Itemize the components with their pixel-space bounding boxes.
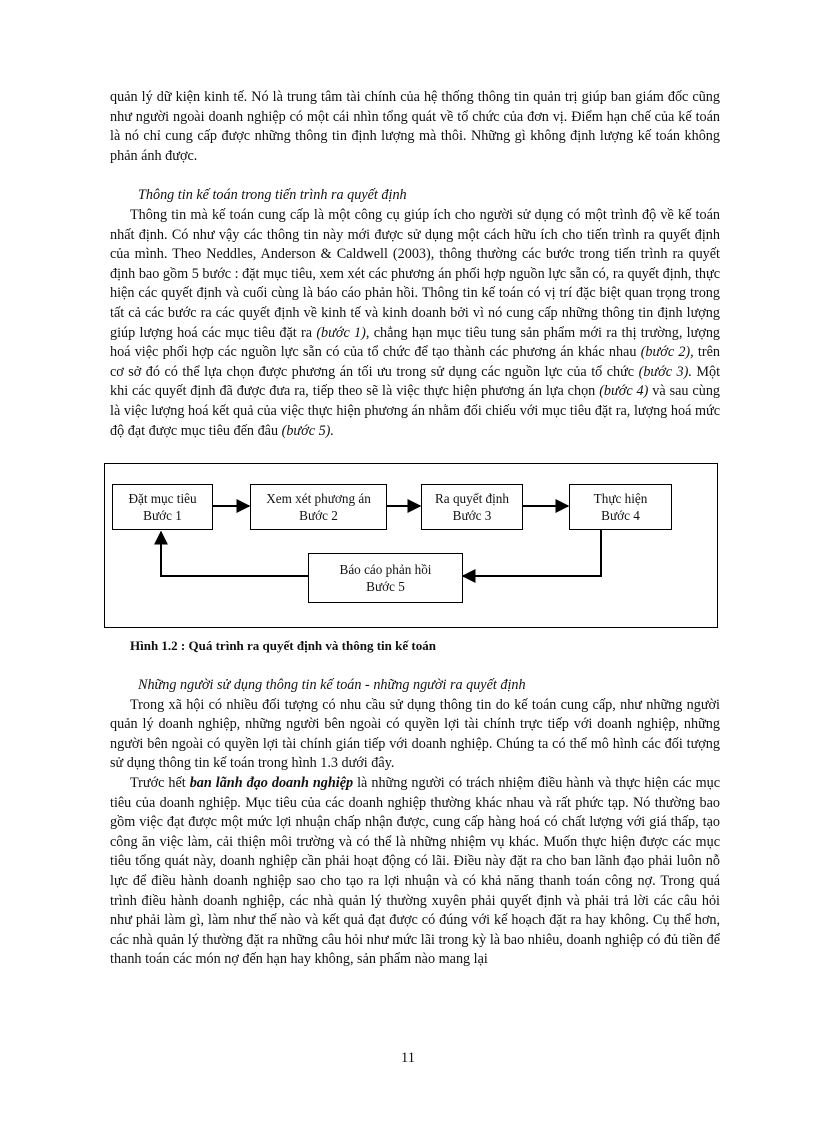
users-paragraph-2: Trước hết ban lãnh đạo doanh nghiệp là những người có trách nhiệm điều hành và thực hiện các mục tiêu của doanh nghiệp. Mục tiêu của các doanh nghiệp thường khác nhau và rất phức tạp. Nó thường bao gồm việc đạt được một mức lợi nhuận chấp nhận được, cung cấp hàng hoá có chất lượng với giá thấp, tạo công ăn việc làm, cải thiện môi trường và có thể là những nhiệm vụ khác. Muốn thực hiện được các mục tiêu tổng quát này, doanh nghiệp cần phải hoạt động có lãi. Điều này đặt ra cho ban lãnh đạo phải luôn nỗ lực để điều hành doanh nghiệp sao cho tạo ra lợi nhuận và có khả năng thanh toán công nợ. Trong quá trình điều hành doanh nghiệp, các nhà quản lý thường xuyên phải quyết định và phải trả lời các câu hỏi như phải làm gì, làm như thế nào và kết quả đạt được có đúng với kế hoạch đặt ra hay không. Cụ thể hơn, các nhà quản lý thường đặt ra những câu hỏi như mức lãi trong kỳ là bao nhiêu, doanh nghiệp có đủ tiền để thanh toán các món nợ đến hạn hay không, sản phẩm nào mang lại: [110, 775, 721, 968]
intro-paragraph: quản lý dữ kiện kinh tế. Nó là trung tâm tài chính của hệ thống thông tin quản trị giúp ban giám đốc cũng như người ngoài doanh nghiệp có một cái nhìn tổng quát về tổ chức của đơn vị. Điểm hạn chế của kế toán là nó chỉ cung cấp được những thông tin định lượng mà thôi. Những gì không định lượng kế toán không phản ánh được.: [110, 89, 720, 164]
arrow-step4-to-step5: [463, 530, 601, 576]
step5-box: [308, 553, 463, 603]
section-heading-decision-process: Thông tin kế toán trong tiến trình ra quyết định: [138, 187, 407, 204]
step1-label: Bước 1: [143, 508, 182, 524]
step3-label: Bước 3: [452, 508, 492, 524]
step3-title: Ra quyết định: [435, 491, 509, 507]
step4-title: Thực hiện: [593, 491, 648, 507]
decision-process-diagram: [104, 463, 718, 628]
arrow-step5-to-step1: [161, 532, 308, 576]
step2-box: [250, 484, 387, 530]
step2-label: Bước 2: [299, 508, 338, 524]
management-term: ban lãnh đạo doanh nghiệp: [189, 775, 354, 792]
step3-box: [421, 484, 523, 530]
page-number: 11: [401, 1050, 415, 1066]
page-content: [110, 88, 720, 970]
step5-title: Báo cáo phản hồi: [339, 562, 432, 578]
step1-box: [112, 484, 213, 530]
users-paragraph-1: Trong xã hội có nhiều đối tượng có nhu cầu sử dụng thông tin do kế toán cung cấp, như những người quản lý doanh nghiệp, những người bên ngoài có quyền lợi tài chính trực tiếp với doanh nghiệp, những người bên ngoài có quyền lợi tài chính gián tiếp với doanh nghiệp. Chúng ta có thể mô hình các đối tượng sử dụng thông tin kế toán trong hình 1.3 dưới đây.: [110, 696, 720, 772]
decision-process-paragraph: Thông tin mà kế toán cung cấp là một công cụ giúp ích cho người sử dụng có một trình độ về kế toán nhất định. Có như vậy các thông tin này mới được sử dụng một cách hữu ích cho tiến trình ra quyết định của mình. Theo Neddles, Anderson & Caldwell (2003), thông thường các bước trong tiến trình ra quyết định bao gồm 5 bước : đặt mục tiêu, xem xét các phương án phối hợp nguồn lực sẵn có, ra quyết định, thực hiện các quyết định và cuối cùng là báo cáo phản hồi. Thông tin kế toán có vị trí đặc biệt quan trọng trong tất cả các bước ra các quyết định về kinh tế và kinh doanh bởi vì nó cung cấp những thông tin định lượng giúp lượng hoá các mục tiêu đặt ra (bước 1), chẳng hạn mục tiêu tung sản phẩm mới ra thị trường, lượng hoá việc phối hợp các nguồn lực sẵn có của tổ chức để tạo thành các phương án khác nhau (bước 2), trên cơ sở đó có thể lựa chọn được phương án tối ưu trong sử dụng các nguồn lực của tổ chức (bước 3). Một khi các quyết định đã được đưa ra, tiếp theo sẽ là việc thực hiện phương án lựa chọn (bước 4) và sau cùng là việc lượng hoá kết quả của việc thực hiện phương án nhằm đối chiếu với mục tiêu đặt ra, lượng hoá mức độ đạt được mục tiêu đến đâu (bước 5).: [110, 206, 721, 439]
step4-label: Bước 4: [601, 508, 640, 524]
figure-caption: Hình 1.2 : Quá trình ra quyết định và thông tin kế toán: [130, 638, 436, 654]
step5-label: Bước 5: [366, 579, 405, 595]
step2-title: Xem xét phương án: [266, 491, 371, 507]
section-heading-users: Những người sử dụng thông tin kế toán - những người ra quyết định: [138, 677, 526, 694]
step4-box: [569, 484, 672, 530]
step1-title: Đặt mục tiêu: [128, 491, 197, 507]
